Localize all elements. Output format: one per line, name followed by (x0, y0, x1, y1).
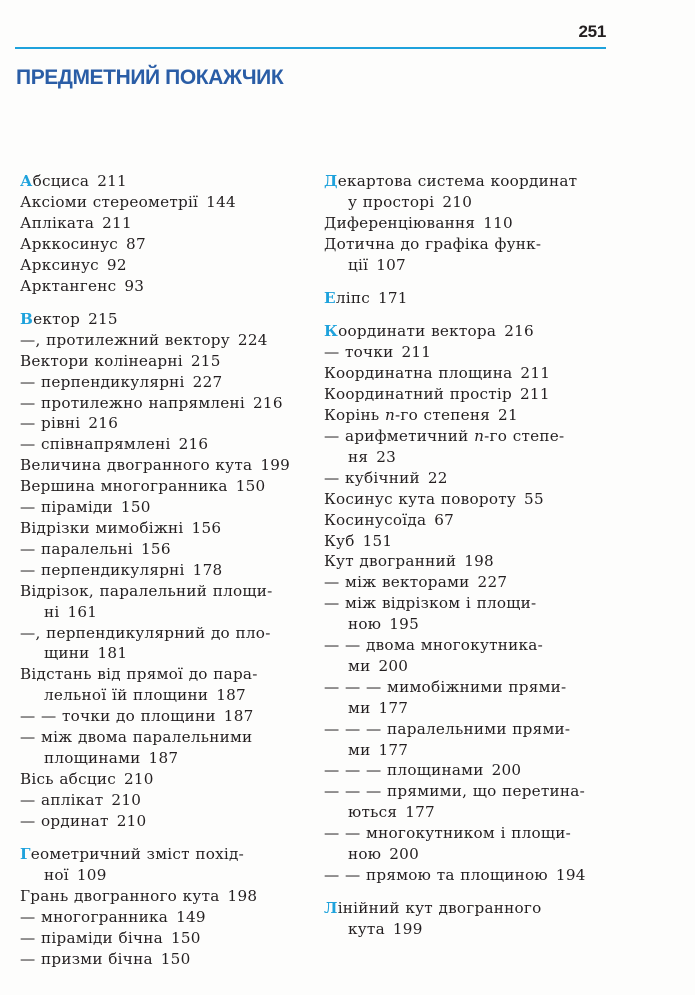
index-term: Кут двогранний (324, 552, 457, 571)
index-page-ref: 200 (491, 761, 522, 780)
index-term: — многогранника (20, 907, 169, 926)
index-page-ref: 200 (389, 845, 419, 864)
index-page-ref: 156 (141, 539, 171, 558)
index-term-continuation (324, 614, 624, 635)
index-page-ref: 21 (498, 406, 518, 425)
header-rule (15, 47, 606, 49)
index-term: Аксіоми стереометрії (20, 192, 199, 211)
index-term: — паралельні (20, 539, 134, 558)
index-entry (324, 719, 624, 761)
index-term-continuation (324, 698, 624, 719)
index-term: Арксинус (20, 255, 99, 274)
index-term: — між векторами (324, 573, 470, 592)
index-term-continuation-text: ня (348, 447, 369, 466)
index-page-ref: 181 (97, 644, 128, 663)
index-page-ref: 161 (67, 602, 98, 621)
index-entry (20, 664, 320, 706)
index-page-ref: 187 (148, 748, 179, 767)
index-term-continuation (20, 685, 320, 706)
index-entry (20, 790, 320, 811)
index-term: Відстань від прямої до пара- (20, 665, 258, 684)
index-column-right (324, 171, 624, 953)
index-entry (20, 907, 320, 928)
index-entry (324, 468, 624, 489)
index-entry (324, 510, 624, 531)
index-entry (324, 405, 624, 426)
index-letter-group (324, 171, 624, 276)
index-term-continuation (20, 643, 320, 664)
index-entry (324, 426, 624, 468)
index-entry (324, 342, 624, 363)
index-term: — призми бічна (20, 949, 153, 968)
index-term-continuation (324, 255, 624, 276)
index-entry (20, 844, 320, 886)
index-term-continuation (324, 656, 624, 677)
index-entry (324, 677, 624, 719)
index-page-ref: 215 (88, 309, 118, 328)
index-page-ref: 171 (377, 289, 408, 308)
index-entry (324, 531, 624, 552)
index-entry (20, 706, 320, 727)
index-entry (20, 476, 320, 497)
index-page-ref: 109 (76, 866, 107, 884)
index-term: —, перпендикулярний до пло- (20, 623, 271, 642)
index-term: інійний кут двогранного (337, 899, 542, 918)
index-entry (324, 593, 624, 635)
index-entry (20, 623, 320, 665)
index-term: — протилежно напрямлені (20, 393, 246, 412)
page-title: ПРЕДМЕТНИЙ ПОКАЖЧИК (16, 66, 284, 89)
index-entry (20, 330, 320, 351)
index-letter-group (20, 844, 320, 969)
index-letter-group (324, 288, 624, 309)
index-entry (20, 309, 320, 330)
index-term-continuation (324, 447, 624, 468)
index-term-continuation (324, 919, 624, 940)
index-entry (324, 551, 624, 572)
index-entry (20, 372, 320, 393)
index-page-ref: 210 (111, 790, 142, 809)
index-term: — — многокутником і площи- (324, 824, 572, 843)
index-term-continuation-text: щини (44, 644, 90, 663)
index-entry (324, 635, 624, 677)
index-term-continuation (20, 748, 320, 769)
index-entry (324, 171, 624, 213)
index-entry (324, 572, 624, 593)
index-entry (20, 276, 320, 297)
index-page-ref: 195 (389, 615, 419, 634)
index-page-ref: 150 (160, 949, 191, 968)
index-term: бсциса (32, 172, 90, 190)
index-entry (20, 886, 320, 907)
index-term: — перпендикулярні (20, 560, 185, 579)
index-term: екартова система координат (337, 172, 578, 190)
index-term: Вісь абсцис (20, 769, 116, 788)
index-entry (20, 560, 320, 581)
index-letter-accent: Д (324, 172, 338, 190)
index-entry (324, 363, 624, 384)
index-term-continuation-text: площинами (44, 748, 141, 767)
index-page-ref: 149 (176, 907, 206, 926)
index-page-ref: 150 (235, 477, 266, 496)
index-page-ref: 199 (260, 456, 291, 475)
index-letter-group (20, 171, 320, 296)
page-number: 251 (578, 22, 606, 41)
index-entry (324, 823, 624, 865)
index-entry (20, 213, 320, 234)
index-term-continuation-text: ної (44, 866, 69, 884)
index-page-ref: 110 (483, 213, 513, 232)
index-term: — — — паралельними прями- (324, 719, 571, 738)
index-letter-accent: К (324, 322, 339, 341)
index-term-continuation (324, 802, 624, 823)
index-page-ref: 93 (124, 276, 145, 295)
index-term: — аплікат (20, 790, 104, 809)
index-entry (20, 497, 320, 518)
index-term: еометричний зміст похід- (30, 845, 245, 864)
index-page-ref: 22 (427, 468, 448, 487)
index-term: Дотична до графіка функ- (324, 234, 542, 253)
index-term: Диференціювання (324, 213, 476, 232)
index-term: Косинус кута повороту (324, 489, 517, 508)
index-term: — перпендикулярні (20, 372, 185, 391)
index-term: — кубічний (324, 468, 420, 487)
index-term-continuation-text: ми (348, 656, 371, 675)
index-column-left (20, 171, 320, 982)
index-entry (20, 928, 320, 949)
index-term-continuation (20, 865, 320, 886)
index-term: Координатний простір (324, 385, 512, 404)
index-page-ref: 55 (524, 489, 544, 508)
index-entry (324, 489, 624, 510)
index-page-ref: 216 (253, 393, 283, 412)
index-page-ref: 187 (223, 707, 254, 726)
index-entry (20, 539, 320, 560)
index-entry (20, 581, 320, 623)
index-entry (20, 413, 320, 434)
index-letter-group (324, 898, 624, 940)
index-term: — — прямою та площиною (324, 866, 548, 884)
index-entry (20, 727, 320, 769)
index-entry (324, 781, 624, 823)
index-entry (324, 865, 624, 886)
index-term: — рівні (20, 414, 81, 433)
index-letter-accent: Г (20, 845, 31, 864)
index-term: Величина двогранного кута (20, 456, 253, 475)
index-page-ref: 211 (102, 213, 132, 232)
index-term: — між двома паралельними (20, 728, 253, 747)
index-page-ref: 177 (378, 698, 409, 717)
index-page-ref: 216 (178, 435, 209, 454)
index-term-continuation-text: ною (348, 845, 382, 864)
index-entry (20, 769, 320, 790)
index-term: Вершина многогранника (20, 477, 228, 496)
index-page-ref: 224 (237, 330, 268, 349)
index-page-ref: 210 (123, 769, 154, 788)
index-term-continuation (324, 740, 624, 761)
index-term: — — — площинами (324, 761, 484, 780)
index-term: Відрізки мимобіжні (20, 519, 184, 537)
index-page-ref: 194 (555, 866, 586, 884)
index-term: —, протилежний вектору (20, 330, 230, 349)
index-entry (20, 234, 320, 255)
index-term: — піраміди бічна (20, 928, 163, 947)
index-page-ref: 199 (392, 920, 423, 939)
index-page-ref: 211 (401, 343, 432, 362)
index-term-continuation-text: ються (348, 803, 398, 822)
index-entry (324, 898, 624, 940)
index-term-continuation (324, 192, 624, 213)
index-page-ref: 187 (216, 686, 246, 705)
index-term-continuation-text: лельної їй площини (44, 686, 209, 705)
index-entry (20, 434, 320, 455)
index-term: Арктангенс (20, 276, 117, 295)
index-term: — — двома многокутника- (324, 636, 543, 655)
index-page-ref: 107 (376, 255, 406, 274)
index-page-ref: 150 (120, 498, 151, 517)
index-entry (324, 234, 624, 276)
index-entry (324, 288, 624, 309)
index-term: оординати вектора (338, 322, 497, 341)
index-entry (20, 192, 320, 213)
index-term: — між відрізком і площи- (324, 594, 537, 613)
index-term-continuation-text: кута (348, 920, 385, 939)
index-entry (20, 393, 320, 414)
index-page-ref: 92 (106, 255, 127, 274)
index-letter-accent: Е (324, 289, 336, 308)
index-term: — — — мимобіжними прями- (324, 677, 567, 696)
index-entry (20, 518, 320, 539)
index-term-continuation-text: у просторі (348, 192, 435, 211)
index-term: — ординат (20, 811, 109, 830)
index-page-ref: 144 (206, 192, 236, 211)
index-term: — точки (324, 343, 394, 362)
index-entry (324, 321, 624, 342)
index-term-continuation-text: ні (44, 602, 60, 621)
index-term-continuation (324, 844, 624, 865)
index-page-ref: 178 (192, 560, 223, 579)
index-page-ref: 211 (520, 364, 551, 383)
index-term: — — — прямими, що перетина- (324, 782, 585, 801)
index-term: ліпс (335, 289, 370, 308)
index-page-ref: 210 (116, 811, 147, 830)
index-entry (20, 949, 320, 970)
index-term-continuation-text: ною (348, 615, 382, 634)
index-term: Куб (324, 531, 355, 550)
index-term: ектор (33, 309, 81, 328)
index-page-ref: 211 (97, 172, 127, 190)
index-page-ref: 67 (434, 510, 455, 529)
index-page-ref: 215 (190, 351, 221, 370)
index-page-ref: 227 (192, 372, 223, 391)
index-term-continuation-text: ми (348, 740, 371, 759)
index-page-ref: 211 (520, 385, 550, 404)
index-page-ref: 23 (376, 447, 397, 466)
index-page-ref: 227 (477, 573, 508, 592)
index-term-continuation-text: ції (348, 255, 369, 274)
index-page-ref: 151 (362, 531, 393, 550)
index-page-ref: 198 (464, 552, 494, 571)
index-page-ref: 210 (442, 192, 473, 211)
index-term: Відрізок, паралельний площи- (20, 581, 273, 600)
index-term: Косинусоїда (324, 510, 427, 529)
index-term: — співнапрямлені (20, 435, 171, 454)
index-entry (20, 255, 320, 276)
index-term: Апліката (20, 213, 95, 232)
index-term-continuation-text: ми (348, 698, 371, 717)
index-term: Координатна площина (324, 364, 513, 383)
index-page-ref: 216 (504, 322, 534, 341)
index-entry (324, 760, 624, 781)
index-entry (20, 455, 320, 476)
index-page-ref: 198 (227, 886, 258, 905)
index-letter-accent: В (20, 309, 34, 328)
index-letter-accent: А (20, 172, 33, 190)
index-page-ref: 150 (170, 928, 201, 947)
index-entry (324, 213, 624, 234)
index-page-ref: 156 (191, 519, 222, 537)
index-page-ref: 216 (88, 414, 119, 433)
index-term: — арифметичний n-го степе- (324, 426, 565, 445)
index-letter-group (324, 321, 624, 885)
index-entry (20, 811, 320, 832)
index-entry (20, 351, 320, 372)
index-page-ref: 200 (378, 656, 409, 675)
index-term: Грань двогранного кута (20, 886, 220, 905)
index-entry (324, 384, 624, 405)
index-page-ref: 177 (405, 803, 435, 822)
index-term: — піраміди (20, 498, 113, 517)
index-letter-accent: Л (324, 899, 338, 918)
index-term: Арккосинус (20, 234, 119, 253)
index-entry (20, 171, 320, 192)
index-page-ref: 177 (378, 740, 409, 759)
index-page-ref: 87 (126, 234, 146, 253)
index-term: — — точки до площини (20, 707, 216, 726)
index-term: Вектори колінеарні (20, 351, 183, 370)
index-term-continuation (20, 602, 320, 623)
index-letter-group (20, 309, 320, 832)
index-term: Корінь n-го степеня (324, 406, 491, 425)
